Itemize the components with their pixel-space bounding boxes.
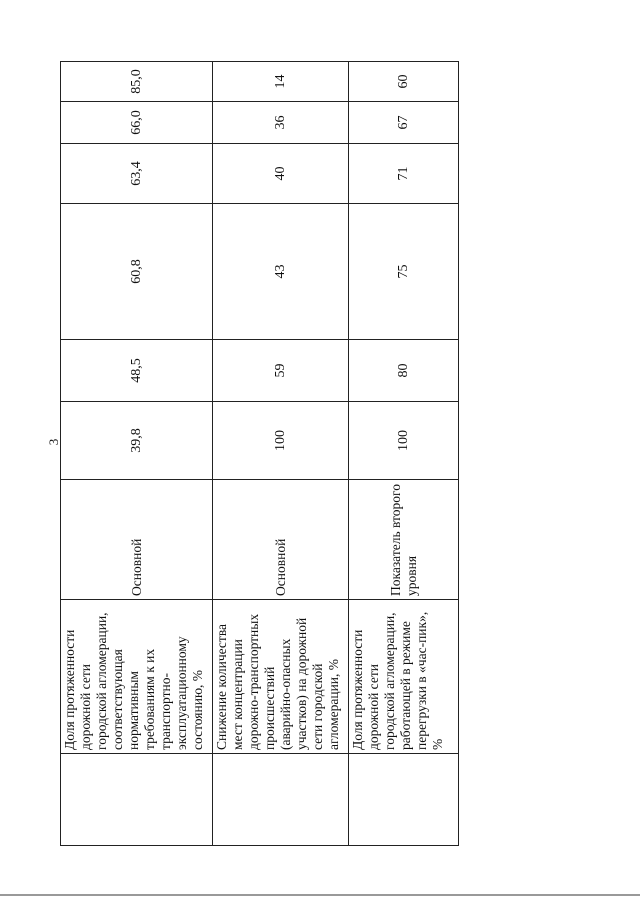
indicator-level-cell: Показатель второго уровня	[349, 480, 459, 600]
value-cell: 67	[349, 102, 459, 144]
table-row	[61, 62, 213, 846]
empty-cell	[213, 754, 349, 846]
empty-cell	[349, 754, 459, 846]
value-cell: 43	[213, 204, 349, 340]
value-cell: 48,5	[61, 340, 213, 402]
value-cell: 60,8	[61, 204, 213, 340]
value-cell: 39,8	[61, 402, 213, 480]
value-cell: 100	[213, 402, 349, 480]
table-row	[349, 62, 459, 846]
value-cell: 75	[349, 204, 459, 340]
rotated-table-wrapper	[60, 62, 458, 846]
value-cell: 71	[349, 144, 459, 204]
value-cell: 66,0	[61, 102, 213, 144]
indicator-level-cell: Основной	[61, 480, 213, 600]
value-cell: 63,4	[61, 144, 213, 204]
empty-cell	[61, 754, 213, 846]
indicators-table	[60, 61, 459, 846]
indicator-name-cell: Снижение количества мест концентрации дорожно-транспортных происшествий (аварийно-опасных участков) на дорожной сети городской агломерации, %	[213, 600, 349, 754]
scan-edge-divider	[0, 894, 640, 896]
value-cell: 100	[349, 402, 459, 480]
indicator-level-cell: Основной	[213, 480, 349, 600]
table-row	[213, 62, 349, 846]
indicator-name-cell: Доля протяженности дорожной сети городской агломерации, соответствующая нормативным требованиям к их транспортно-эксплуатационному состоянию, %	[61, 600, 213, 754]
value-cell: 36	[213, 102, 349, 144]
value-cell: 80	[349, 340, 459, 402]
page-number: 3	[46, 438, 61, 446]
value-cell: 59	[213, 340, 349, 402]
value-cell: 85,0	[61, 62, 213, 102]
value-cell: 14	[213, 62, 349, 102]
value-cell: 40	[213, 144, 349, 204]
indicator-name-cell: Доля протяженности дорожной сети городской агломерации, работающей в режиме перегрузки в «час-пик», %	[349, 600, 459, 754]
value-cell: 60	[349, 62, 459, 102]
